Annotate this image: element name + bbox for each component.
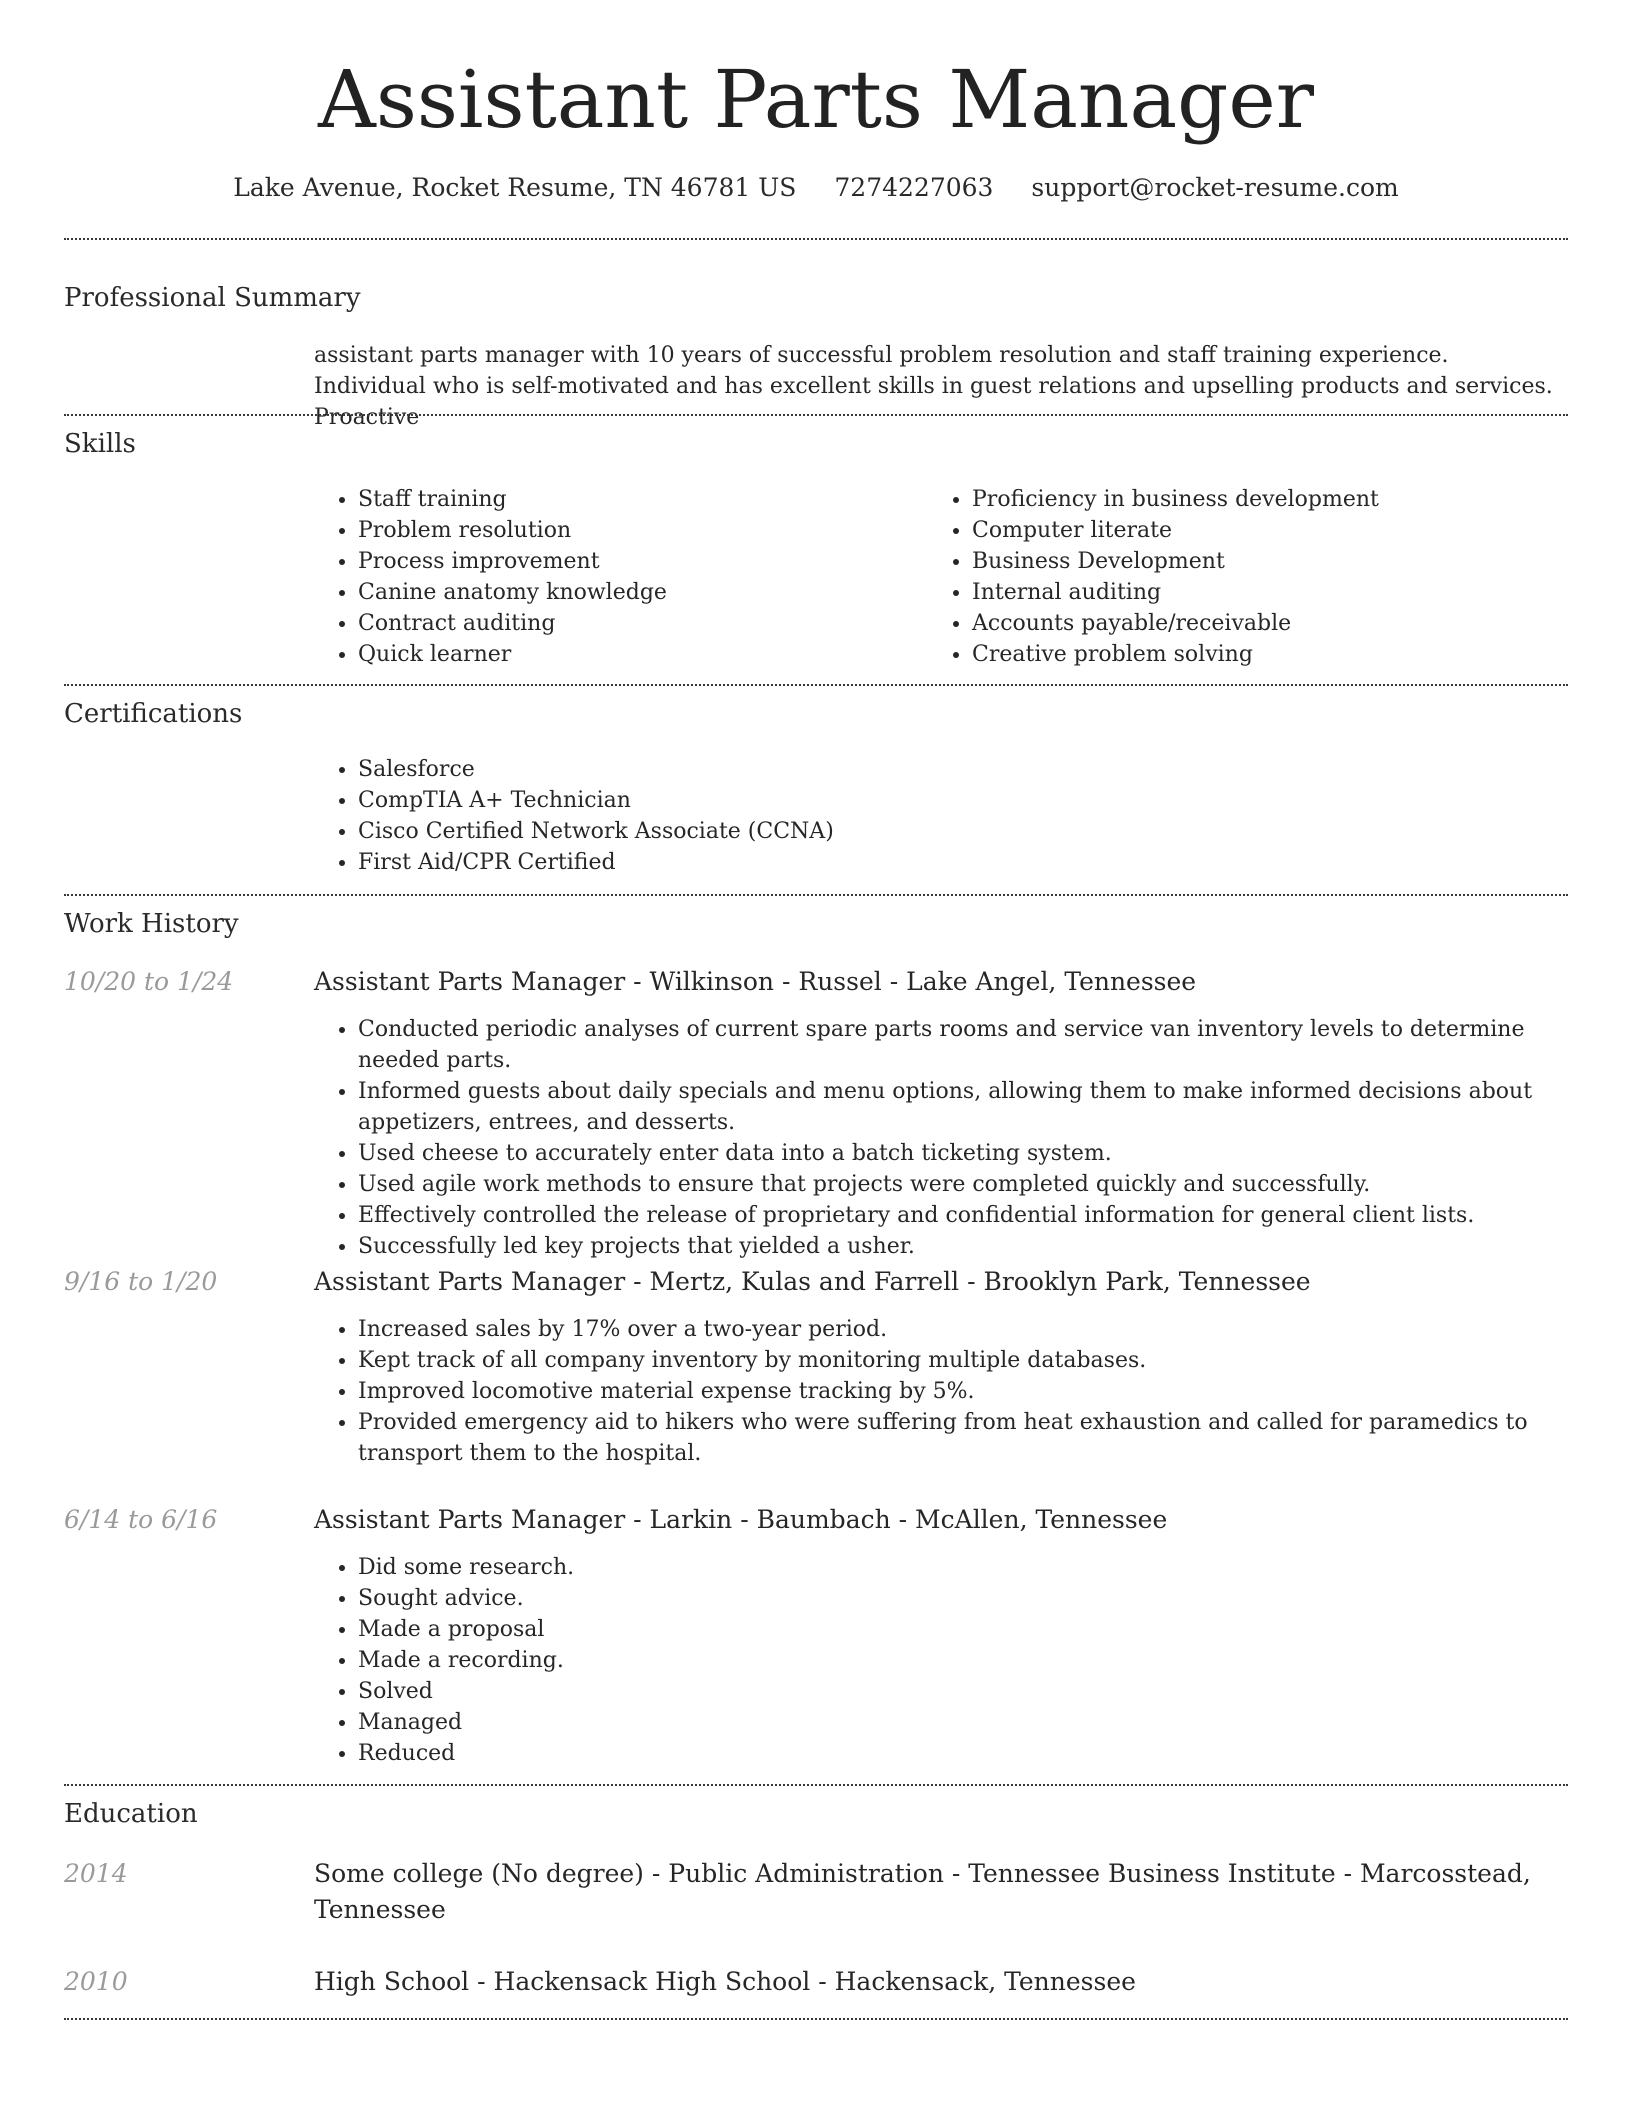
- contact-email: support@rocket-resume.com: [1031, 173, 1399, 202]
- list-item: • Internal auditing: [972, 577, 1572, 608]
- section-title-skills: Skills: [64, 429, 136, 459]
- list-item: • Effectively controlled the release of proprietary and confidential information for general client lists.: [358, 1200, 1598, 1231]
- divider: [64, 1784, 1568, 1786]
- job-bullets: [314, 1314, 1598, 1469]
- divider: [64, 238, 1568, 240]
- list-item: • Accounts payable/receivable: [972, 608, 1572, 639]
- education-entry: Some college (No degree) - Public Administration - Tennessee Business Institute - Marcosstead, Tennessee: [314, 1859, 1531, 1924]
- list-item: • Increased sales by 17% over a two-year period.: [358, 1314, 1598, 1345]
- divider: [64, 684, 1568, 686]
- contact-line: [0, 170, 1632, 206]
- list-item: • Improved locomotive material expense tracking by 5%.: [358, 1376, 1598, 1407]
- certifications-list: [314, 754, 1558, 878]
- skills-list-left: [314, 484, 918, 670]
- job-title: Assistant Parts Manager - Wilkinson - Russel - Lake Angel, Tennessee: [314, 967, 1197, 996]
- list-item: • Provided emergency aid to hikers who were suffering from heat exhaustion and called for paramedics to transport them to the hospital.: [358, 1407, 1598, 1469]
- job-title: Assistant Parts Manager - Mertz, Kulas and Farrell - Brooklyn Park, Tennessee: [314, 1267, 1311, 1296]
- list-item: • Solved: [358, 1676, 1598, 1707]
- list-item: • Quick learner: [358, 639, 918, 670]
- list-item: • Creative problem solving: [972, 639, 1572, 670]
- list-item: • Computer literate: [972, 515, 1572, 546]
- list-item: • Reduced: [358, 1738, 1598, 1769]
- list-item: • Kept track of all company inventory by monitoring multiple databases.: [358, 1345, 1598, 1376]
- education-entry: High School - Hackensack High School - Hackensack, Tennessee: [314, 1967, 1136, 1996]
- divider: [64, 2018, 1568, 2020]
- list-item: • CompTIA A+ Technician: [358, 785, 1558, 816]
- contact-phone: 7274227063: [834, 173, 994, 202]
- education-year: 2010: [64, 1967, 128, 1996]
- list-item: • Informed guests about daily specials and menu options, allowing them to make informed decisions about appetizers, entrees, and desserts.: [358, 1076, 1598, 1138]
- list-item: • Process improvement: [358, 546, 918, 577]
- job-bullets: [314, 1014, 1598, 1262]
- job-dates: 6/14 to 6/16: [64, 1505, 218, 1534]
- list-item: • Canine anatomy knowledge: [358, 577, 918, 608]
- section-title-work: Work History: [64, 909, 239, 939]
- list-item: • Managed: [358, 1707, 1598, 1738]
- list-item: • Proficiency in business development: [972, 484, 1572, 515]
- list-item: • Did some research.: [358, 1552, 1598, 1583]
- section-title-certifications: Certifications: [64, 699, 243, 729]
- job-dates: 9/16 to 1/20: [64, 1267, 218, 1296]
- education-year: 2014: [64, 1859, 128, 1888]
- list-item: • Conducted periodic analyses of current spare parts rooms and service van inventory levels to determine needed parts.: [358, 1014, 1598, 1076]
- list-item: • Salesforce: [358, 754, 1558, 785]
- list-item: • Staff training: [358, 484, 918, 515]
- divider: [64, 894, 1568, 896]
- divider: [64, 414, 1568, 416]
- summary-text: assistant parts manager with 10 years of successful problem resolution and staff training experience. Individual who is self-motivated and has excellent skills in guest relations and upselling products and services. Proactive: [314, 343, 1553, 430]
- section-title-summary: Professional Summary: [64, 283, 361, 313]
- job-dates: 10/20 to 1/24: [64, 967, 234, 996]
- list-item: • Business Development: [972, 546, 1572, 577]
- page-title: Assistant Parts Manager: [318, 53, 1314, 146]
- list-item: • Contract auditing: [358, 608, 918, 639]
- contact-address: Lake Avenue, Rocket Resume, TN 46781 US: [233, 173, 797, 202]
- list-item: • Problem resolution: [358, 515, 918, 546]
- list-item: • First Aid/CPR Certified: [358, 847, 1558, 878]
- job-title: Assistant Parts Manager - Larkin - Baumbach - McAllen, Tennessee: [314, 1505, 1168, 1534]
- skills-list-right: [928, 484, 1572, 670]
- list-item: • Sought advice.: [358, 1583, 1598, 1614]
- list-item: • Used agile work methods to ensure that projects were completed quickly and successfully.: [358, 1169, 1598, 1200]
- list-item: • Cisco Certified Network Associate (CCNA): [358, 816, 1558, 847]
- list-item: • Successfully led key projects that yielded a usher.: [358, 1231, 1598, 1262]
- list-item: • Made a proposal: [358, 1614, 1598, 1645]
- list-item: • Made a recording.: [358, 1645, 1598, 1676]
- job-bullets: [314, 1552, 1598, 1769]
- list-item: • Used cheese to accurately enter data into a batch ticketing system.: [358, 1138, 1598, 1169]
- section-title-education: Education: [64, 1799, 198, 1829]
